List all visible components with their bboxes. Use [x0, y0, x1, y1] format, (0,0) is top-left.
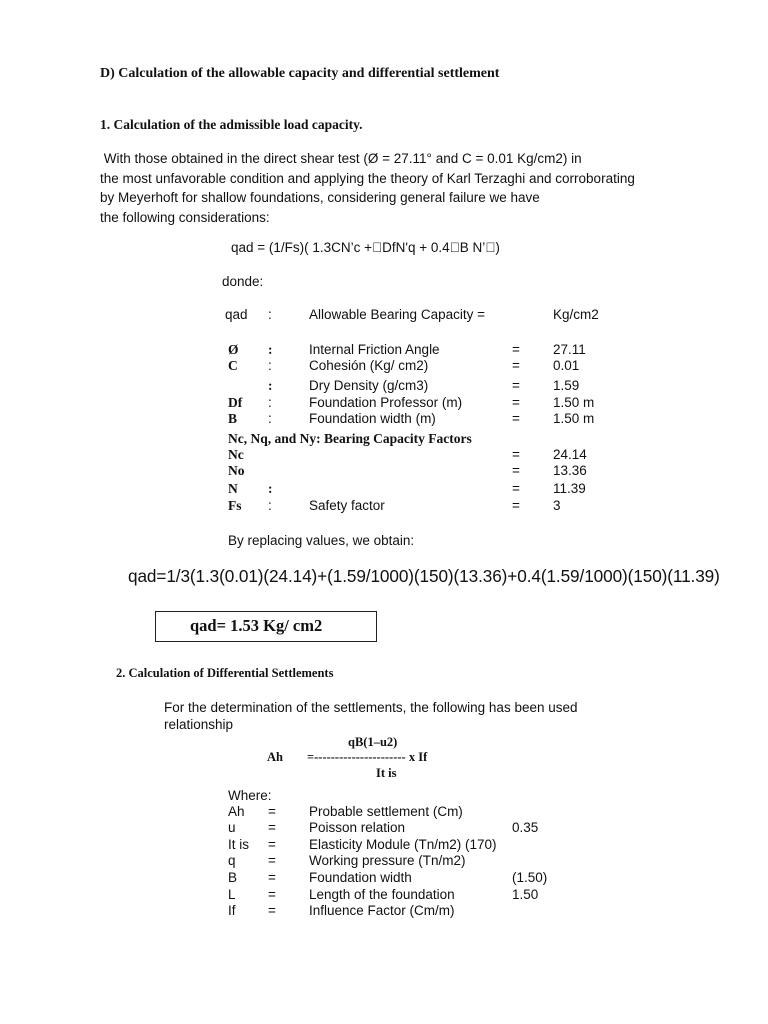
intro-line: relationship: [164, 717, 234, 732]
factor-equals: =: [512, 463, 520, 478]
formula-denominator: It is: [376, 766, 397, 780]
parameter-row: [0, 411, 700, 428]
var-equals: =: [268, 870, 276, 885]
factor-value: 13.36: [553, 463, 587, 478]
param-value: 27.11: [553, 342, 586, 357]
param-value: 1.59: [553, 378, 580, 393]
substituted-equation: qad=1/3(1.3(0.01)(24.14)+(1.59/1000)(150)(13.36)+0.4(1.59/1000)(150)(11.39): [128, 566, 720, 586]
var-equals: =: [268, 853, 276, 868]
param-colon: :: [268, 378, 273, 393]
param-equals: =: [512, 411, 520, 426]
intro-line: by Meyerhoft for shallow foundations, considering general failure we have: [100, 190, 540, 205]
factor-symbol: Nc: [228, 447, 244, 462]
bearing-capacity-formula: qad = (1/Fs)( 1.3CN’c + DfN'q + 0.4 B N’ ): [231, 240, 481, 255]
qad-description: Allowable Bearing Capacity =: [309, 307, 485, 322]
qad-unit: Kg/cm2: [553, 307, 599, 322]
var-symbol: Ah: [228, 804, 245, 819]
factors-label: Nc, Nq, and Ny: Bearing Capacity Factors: [228, 431, 472, 446]
formula-lhs: Ah: [267, 750, 283, 764]
var-equals: =: [268, 837, 276, 852]
intro-line: the following considerations:: [100, 209, 270, 225]
factor-symbol: N: [228, 481, 238, 496]
param-symbol: Ø: [228, 342, 239, 357]
replacing-text: By replacing values, we obtain:: [228, 533, 415, 548]
param-colon: :: [268, 358, 272, 373]
param-symbol: C: [228, 358, 238, 373]
var-symbol: L: [228, 887, 236, 902]
where-label: Where:: [228, 788, 272, 803]
factor-equals: =: [512, 481, 520, 496]
parameter-row: [0, 395, 700, 411]
var-description: Poisson relation: [309, 820, 406, 835]
factor-value: 3: [553, 498, 561, 513]
parameters-table: [0, 342, 700, 428]
section-2-intro: [164, 699, 578, 733]
param-equals: =: [512, 358, 520, 373]
factor-colon: :: [268, 498, 272, 513]
param-description: Foundation width (m): [309, 411, 436, 426]
parameter-row: [0, 342, 700, 358]
intro-line: With those obtained in the direct shear test (Ø = 27.11° and C = 0.01 Kg/cm2) in: [100, 151, 582, 166]
parameter-row: [0, 358, 700, 378]
var-description: Foundation width: [309, 870, 412, 885]
param-equals: =: [512, 395, 520, 410]
formula-numerator: qB(1–u2): [348, 735, 398, 749]
var-value: (1.50): [512, 870, 548, 885]
formula-fraction-line: =---------------------- x If: [307, 750, 428, 764]
param-value: 1.50 m: [553, 395, 595, 410]
param-equals: =: [512, 342, 520, 357]
factor-equals: =: [512, 447, 520, 462]
qad-colon: :: [268, 307, 272, 322]
factor-symbol: No: [228, 463, 245, 478]
var-equals: =: [268, 903, 276, 918]
var-description: Elasticity Module (Tn/m2) (170): [309, 837, 497, 852]
param-colon: :: [268, 411, 272, 426]
result-value: qad= 1.53 Kg/ cm2: [190, 616, 323, 635]
var-symbol: q: [228, 853, 236, 868]
factor-value: 24.14: [553, 447, 587, 462]
parameter-row: [0, 378, 700, 395]
factor-symbol: Fs: [228, 498, 242, 513]
param-value: 1.50 m: [553, 411, 595, 426]
param-symbol: B: [228, 411, 238, 426]
var-description: Length of the foundation: [309, 887, 455, 902]
param-colon: :: [268, 342, 273, 357]
var-description: Influence Factor (Cm/m): [309, 903, 455, 918]
param-colon: :: [268, 395, 272, 410]
intro-line: the most unfavorable condition and applying the theory of Karl Terzaghi and corroborating: [100, 170, 635, 186]
factor-colon: :: [268, 481, 273, 496]
section-1-intro: [100, 149, 635, 227]
param-symbol: [228, 378, 239, 394]
var-equals: =: [268, 804, 276, 819]
param-description: Internal Friction Angle: [309, 342, 440, 357]
var-description: Working pressure (Tn/m2): [309, 853, 466, 868]
var-value: 1.50: [512, 887, 539, 902]
var-symbol: If: [228, 903, 236, 918]
var-equals: =: [268, 820, 276, 835]
var-equals: =: [268, 887, 276, 902]
param-description: Cohesión (Kg/ cm2): [309, 358, 429, 373]
var-symbol: It is: [228, 837, 250, 852]
param-symbol: Df: [228, 395, 243, 410]
section-2-title: 2. Calculation of Differential Settlements: [116, 666, 334, 680]
intro-line: For the determination of the settlements, the following has been used: [164, 700, 578, 715]
param-description: Dry Density (g/cm3): [309, 378, 429, 393]
document-heading: D) Calculation of the allowable capacity and differential settlement: [100, 66, 500, 81]
var-symbol: B: [228, 870, 238, 885]
section-1-title: 1. Calculation of the admissible load capacity.: [100, 117, 363, 132]
param-value: 0.01: [553, 358, 580, 373]
factor-description: Safety factor: [309, 498, 385, 513]
var-value: 0.35: [512, 820, 539, 835]
factor-value: 11.39: [553, 481, 586, 496]
param-equals: =: [512, 378, 520, 393]
var-symbol: u: [228, 820, 236, 835]
qad-symbol: qad: [225, 307, 248, 322]
param-description: Foundation Professor (m): [309, 395, 463, 410]
donde-label: donde:: [222, 274, 264, 289]
factor-equals: =: [512, 498, 520, 513]
var-description: Probable settlement (Cm): [309, 804, 463, 819]
